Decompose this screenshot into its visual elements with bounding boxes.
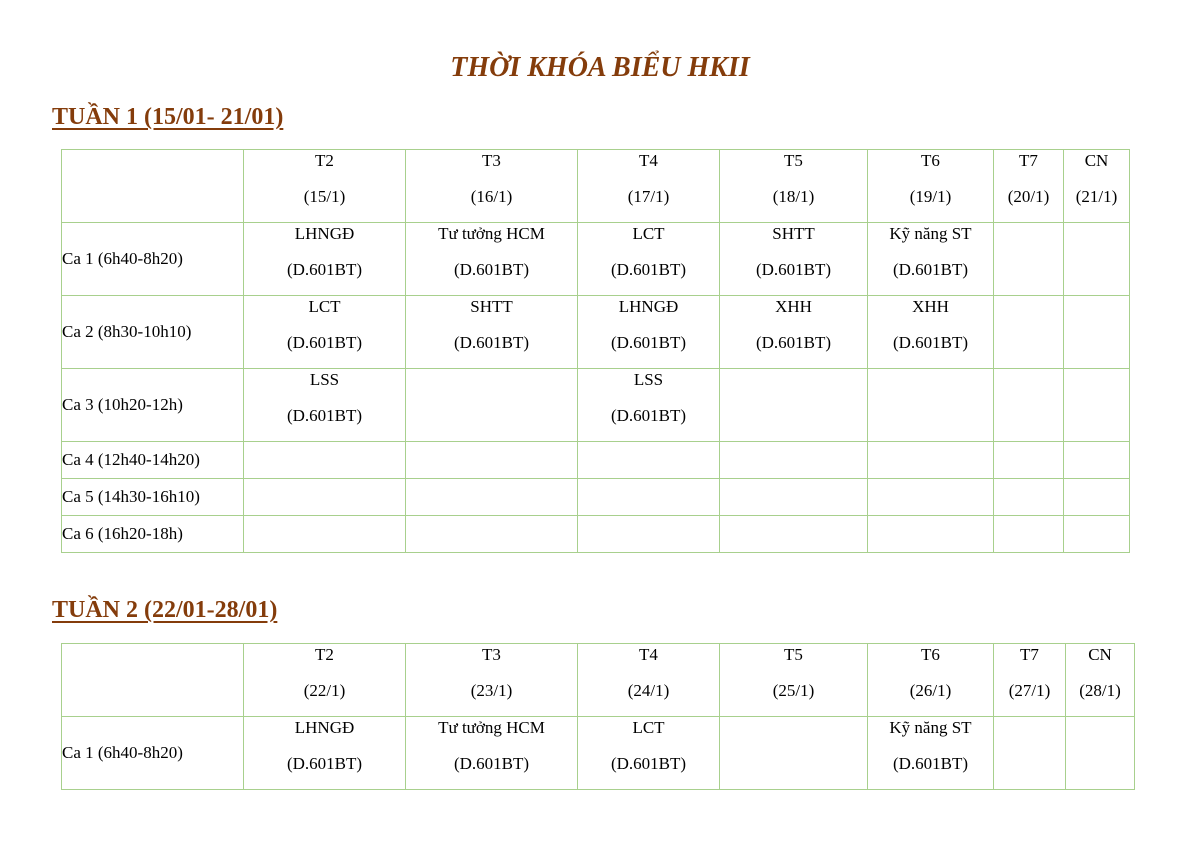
room: (D.601BT)	[453, 333, 530, 352]
day-header	[1066, 644, 1135, 717]
header-row	[62, 644, 1135, 717]
empty-cell	[244, 516, 406, 553]
day-date: (23/1)	[470, 681, 513, 700]
day-date: (17/1)	[627, 187, 670, 206]
empty-cell	[868, 516, 994, 553]
class-cell	[578, 296, 720, 369]
room: (D.601BT)	[453, 754, 530, 773]
empty-cell	[994, 296, 1064, 369]
empty-cell	[994, 223, 1064, 296]
empty-cell	[994, 516, 1064, 553]
empty-cell	[868, 442, 994, 479]
class-cell	[244, 717, 406, 790]
class-cell	[578, 369, 720, 442]
subject: SHTT	[470, 297, 513, 316]
day-header	[1064, 150, 1130, 223]
subject: LSS	[309, 370, 340, 389]
day-header	[244, 644, 406, 717]
subject: LHNGĐ	[618, 297, 679, 316]
table-row	[62, 296, 1130, 369]
day-header	[720, 150, 868, 223]
class-cell	[720, 223, 868, 296]
empty-cell	[1064, 442, 1130, 479]
empty-cell	[1064, 296, 1130, 369]
day-header	[244, 150, 406, 223]
room: (D.601BT)	[286, 333, 363, 352]
day-date: (15/1)	[303, 187, 346, 206]
day-header	[994, 150, 1064, 223]
header-row	[62, 150, 1130, 223]
subject: LHNGĐ	[294, 718, 355, 737]
day-date: (18/1)	[772, 187, 815, 206]
subject: XHH	[775, 297, 812, 316]
table-row	[62, 223, 1130, 296]
day-date: (26/1)	[909, 681, 952, 700]
empty-cell	[406, 516, 578, 553]
room: (D.601BT)	[610, 333, 687, 352]
room: (D.601BT)	[453, 260, 530, 279]
week-2-timetable	[61, 643, 1135, 790]
subject: LCT	[632, 718, 665, 737]
day-header	[578, 644, 720, 717]
day-name: T7	[1020, 645, 1039, 664]
day-header	[720, 644, 868, 717]
empty-cell	[406, 369, 578, 442]
class-cell	[406, 296, 578, 369]
empty-cell	[994, 479, 1064, 516]
day-name: T5	[784, 151, 803, 170]
empty-cell	[994, 717, 1066, 790]
slot-label: Ca 6 (16h20-18h)	[62, 516, 244, 553]
room: (D.601BT)	[610, 260, 687, 279]
day-header	[578, 150, 720, 223]
empty-cell	[406, 442, 578, 479]
room: (D.601BT)	[286, 754, 363, 773]
day-header	[406, 644, 578, 717]
subject: LSS	[633, 370, 664, 389]
empty-cell	[578, 516, 720, 553]
empty-cell	[720, 479, 868, 516]
empty-cell	[406, 479, 578, 516]
empty-cell	[720, 442, 868, 479]
empty-cell	[578, 442, 720, 479]
day-date: (28/1)	[1079, 681, 1121, 700]
day-name: T5	[784, 645, 803, 664]
corner-cell	[62, 150, 244, 223]
empty-cell	[720, 717, 868, 790]
empty-cell	[720, 516, 868, 553]
room: (D.601BT)	[892, 333, 969, 352]
day-header	[868, 644, 994, 717]
week-2-heading: TUẦN 2 (22/01-28/01)	[52, 597, 278, 623]
subject: LCT	[632, 224, 665, 243]
day-date: (19/1)	[909, 187, 952, 206]
slot-label: Ca 1 (6h40-8h20)	[62, 223, 244, 296]
empty-cell	[1064, 369, 1130, 442]
empty-cell	[244, 442, 406, 479]
room: (D.601BT)	[610, 406, 687, 425]
day-header	[406, 150, 578, 223]
corner-cell	[62, 644, 244, 717]
class-cell	[578, 717, 720, 790]
day-name: CN	[1084, 151, 1109, 170]
empty-cell	[868, 369, 994, 442]
subject: XHH	[912, 297, 949, 316]
subject: Kỹ năng ST	[889, 718, 972, 737]
class-cell	[244, 223, 406, 296]
empty-cell	[1066, 717, 1135, 790]
room: (D.601BT)	[286, 260, 363, 279]
day-date: (27/1)	[1008, 681, 1051, 700]
day-name: T4	[639, 151, 658, 170]
empty-cell	[994, 442, 1064, 479]
room: (D.601BT)	[286, 406, 363, 425]
day-name: T3	[482, 645, 501, 664]
table-row	[62, 717, 1135, 790]
slot-label: Ca 3 (10h20-12h)	[62, 369, 244, 442]
day-date: (24/1)	[627, 681, 670, 700]
day-name: CN	[1088, 645, 1112, 664]
day-date: (16/1)	[470, 187, 513, 206]
subject: Tư tưởng HCM	[438, 224, 545, 243]
slot-label: Ca 4 (12h40-14h20)	[62, 442, 244, 479]
room: (D.601BT)	[892, 754, 969, 773]
day-name: T4	[639, 645, 658, 664]
slot-label: Ca 5 (14h30-16h10)	[62, 479, 244, 516]
empty-cell	[1064, 479, 1130, 516]
day-name: T7	[1019, 151, 1038, 170]
table-row	[62, 442, 1130, 479]
slot-label: Ca 2 (8h30-10h10)	[62, 296, 244, 369]
day-name: T6	[921, 151, 940, 170]
class-cell	[720, 296, 868, 369]
class-cell	[406, 717, 578, 790]
day-name: T2	[315, 645, 334, 664]
day-date: (20/1)	[1007, 187, 1050, 206]
week-1-heading: TUẦN 1 (15/01- 21/01)	[52, 104, 284, 130]
class-cell	[244, 369, 406, 442]
class-cell	[244, 296, 406, 369]
week-1-timetable	[61, 149, 1130, 553]
empty-cell	[994, 369, 1064, 442]
room: (D.601BT)	[892, 260, 969, 279]
day-header	[994, 644, 1066, 717]
empty-cell	[1064, 516, 1130, 553]
empty-cell	[578, 479, 720, 516]
table-row	[62, 516, 1130, 553]
table-row	[62, 479, 1130, 516]
empty-cell	[1064, 223, 1130, 296]
table-row	[62, 369, 1130, 442]
room: (D.601BT)	[610, 754, 687, 773]
class-cell	[868, 296, 994, 369]
day-name: T3	[482, 151, 501, 170]
subject: Kỹ năng ST	[889, 224, 972, 243]
day-name: T6	[921, 645, 940, 664]
slot-label: Ca 1 (6h40-8h20)	[62, 717, 244, 790]
class-cell	[868, 223, 994, 296]
subject: Tư tưởng HCM	[438, 718, 545, 737]
page-title: THỜI KHÓA BIỂU HKII	[450, 52, 750, 83]
day-header	[868, 150, 994, 223]
subject: LHNGĐ	[294, 224, 355, 243]
room: (D.601BT)	[755, 260, 832, 279]
empty-cell	[244, 479, 406, 516]
class-cell	[578, 223, 720, 296]
subject: SHTT	[772, 224, 815, 243]
day-date: (25/1)	[772, 681, 815, 700]
class-cell	[406, 223, 578, 296]
empty-cell	[720, 369, 868, 442]
subject: LCT	[308, 297, 341, 316]
day-date: (21/1)	[1075, 187, 1118, 206]
day-name: T2	[315, 151, 334, 170]
day-date: (22/1)	[303, 681, 346, 700]
class-cell	[868, 717, 994, 790]
empty-cell	[868, 479, 994, 516]
room: (D.601BT)	[755, 333, 832, 352]
